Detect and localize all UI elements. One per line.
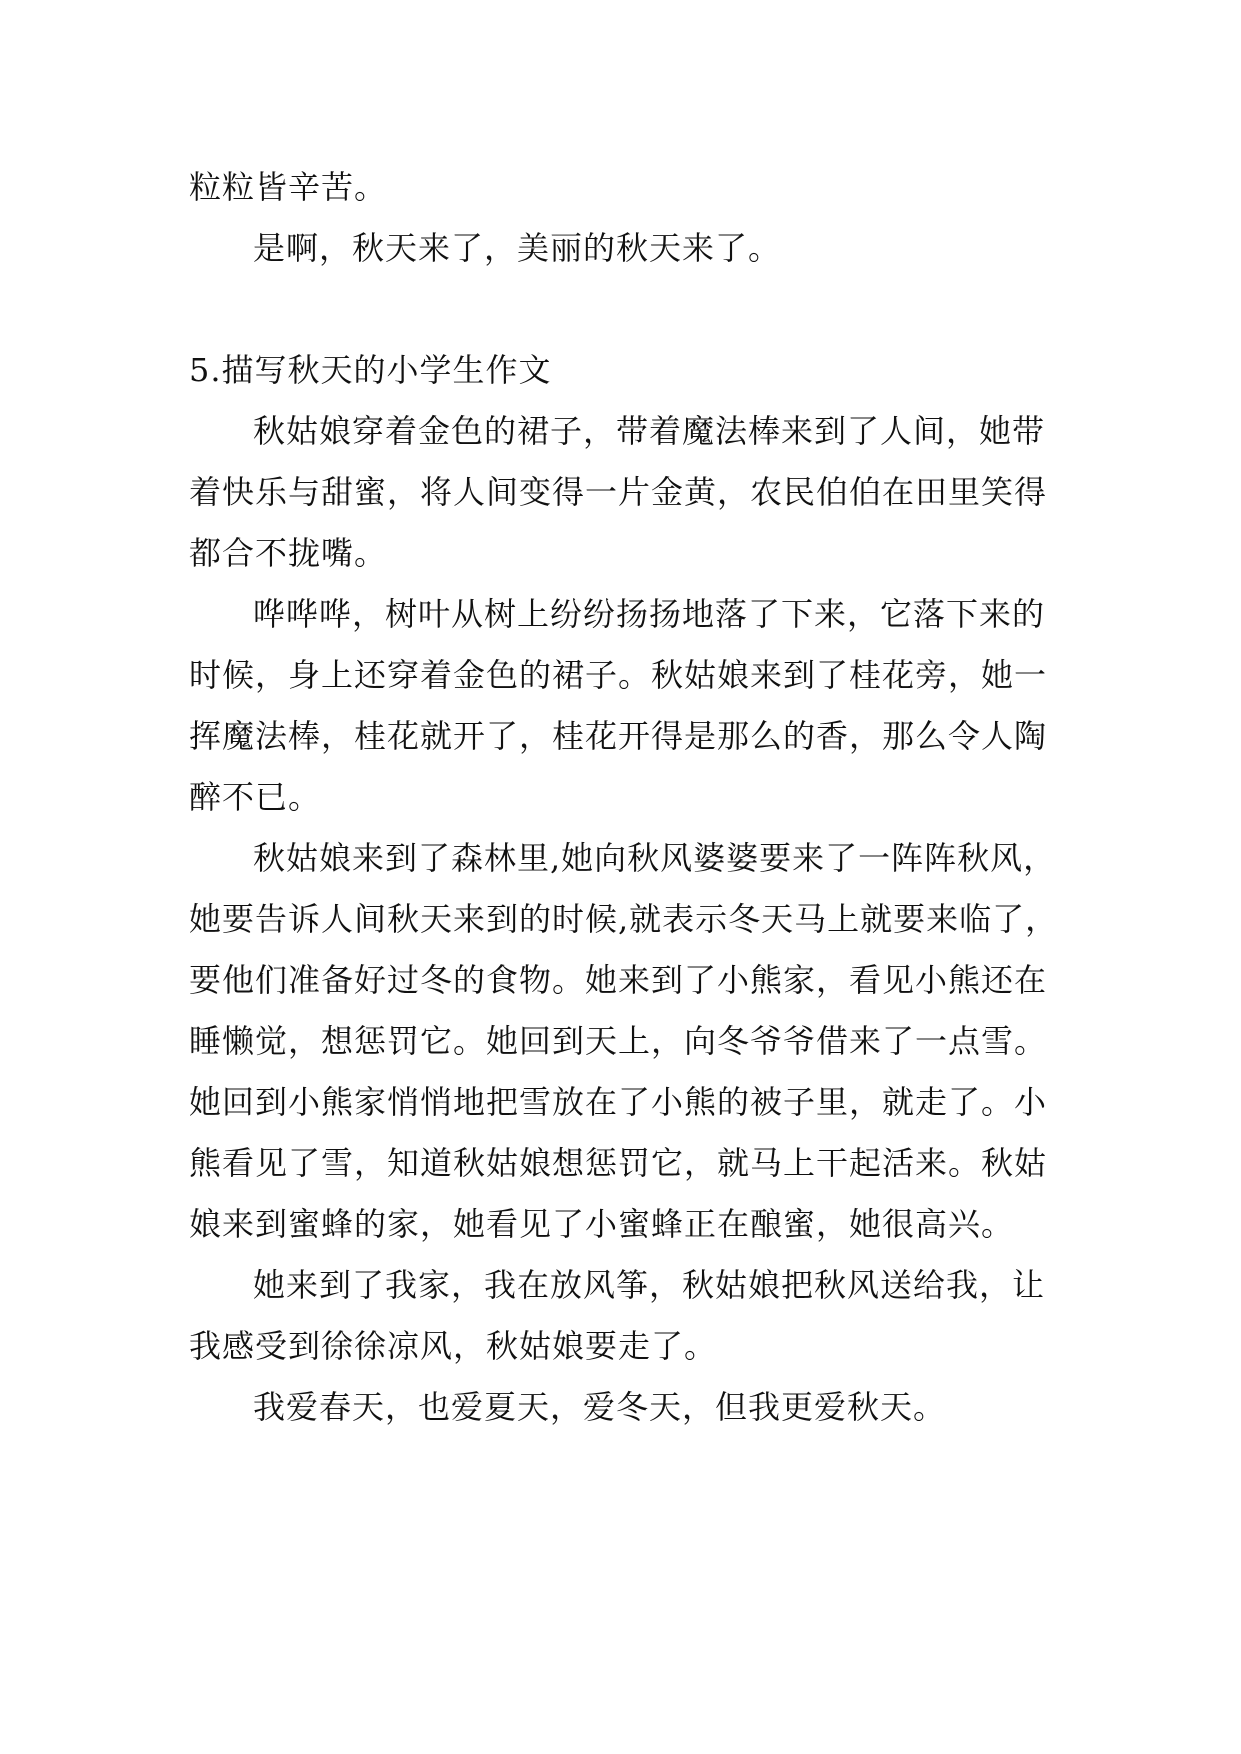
paragraph-closing-line: 是啊，秋天来了，美丽的秋天来了。 [253,229,782,267]
section-heading: 5.描写秋天的小学生作文 [189,351,552,389]
paragraph: 哗哗哗，树叶从树上纷纷扬扬地落了下来，它落下来的时候，身上还穿着金色的裙子。秋姑娘来到了桂花旁，她一挥魔法棒，桂花就开了，桂花开得是那么的香，那么令人陶醉不已。 [189,595,1048,816]
document-body [189,157,1065,1438]
paragraph: 我爱春天，也爱夏天，爱冬天，但我更爱秋天。 [253,1388,947,1426]
paragraph: 秋姑娘来到了森林里,她向秋风婆婆要来了一阵阵秋风，她要告诉人间秋天来到的时候,就表示冬天马上就要来临了，要他们准备好过冬的食物。她来到了小熊家，看见小熊还在睡懒觉，想惩罚它。她回到天上，向冬爷爷借来了一点雪。她回到小熊家悄悄地把雪放在了小熊的被子里，就走了。小熊看见了雪，知道秋姑娘想惩罚它，就马上干起活来。秋姑娘来到蜜蜂的家，她看见了小蜜蜂正在酿蜜，她很高兴。 [189,839,1059,1243]
paragraph: 秋姑娘穿着金色的裙子，带着魔法棒来到了人间，她带着快乐与甜蜜，将人间变得一片金黄，农民伯伯在田里笑得都合不拢嘴。 [189,412,1048,572]
paragraph: 她来到了我家，我在放风筝，秋姑娘把秋风送给我，让我感受到徐徐凉风，秋姑娘要走了。 [189,1266,1046,1365]
paragraph-continuation: 粒粒皆辛苦。 [189,168,388,206]
section-spacer [189,279,1065,340]
